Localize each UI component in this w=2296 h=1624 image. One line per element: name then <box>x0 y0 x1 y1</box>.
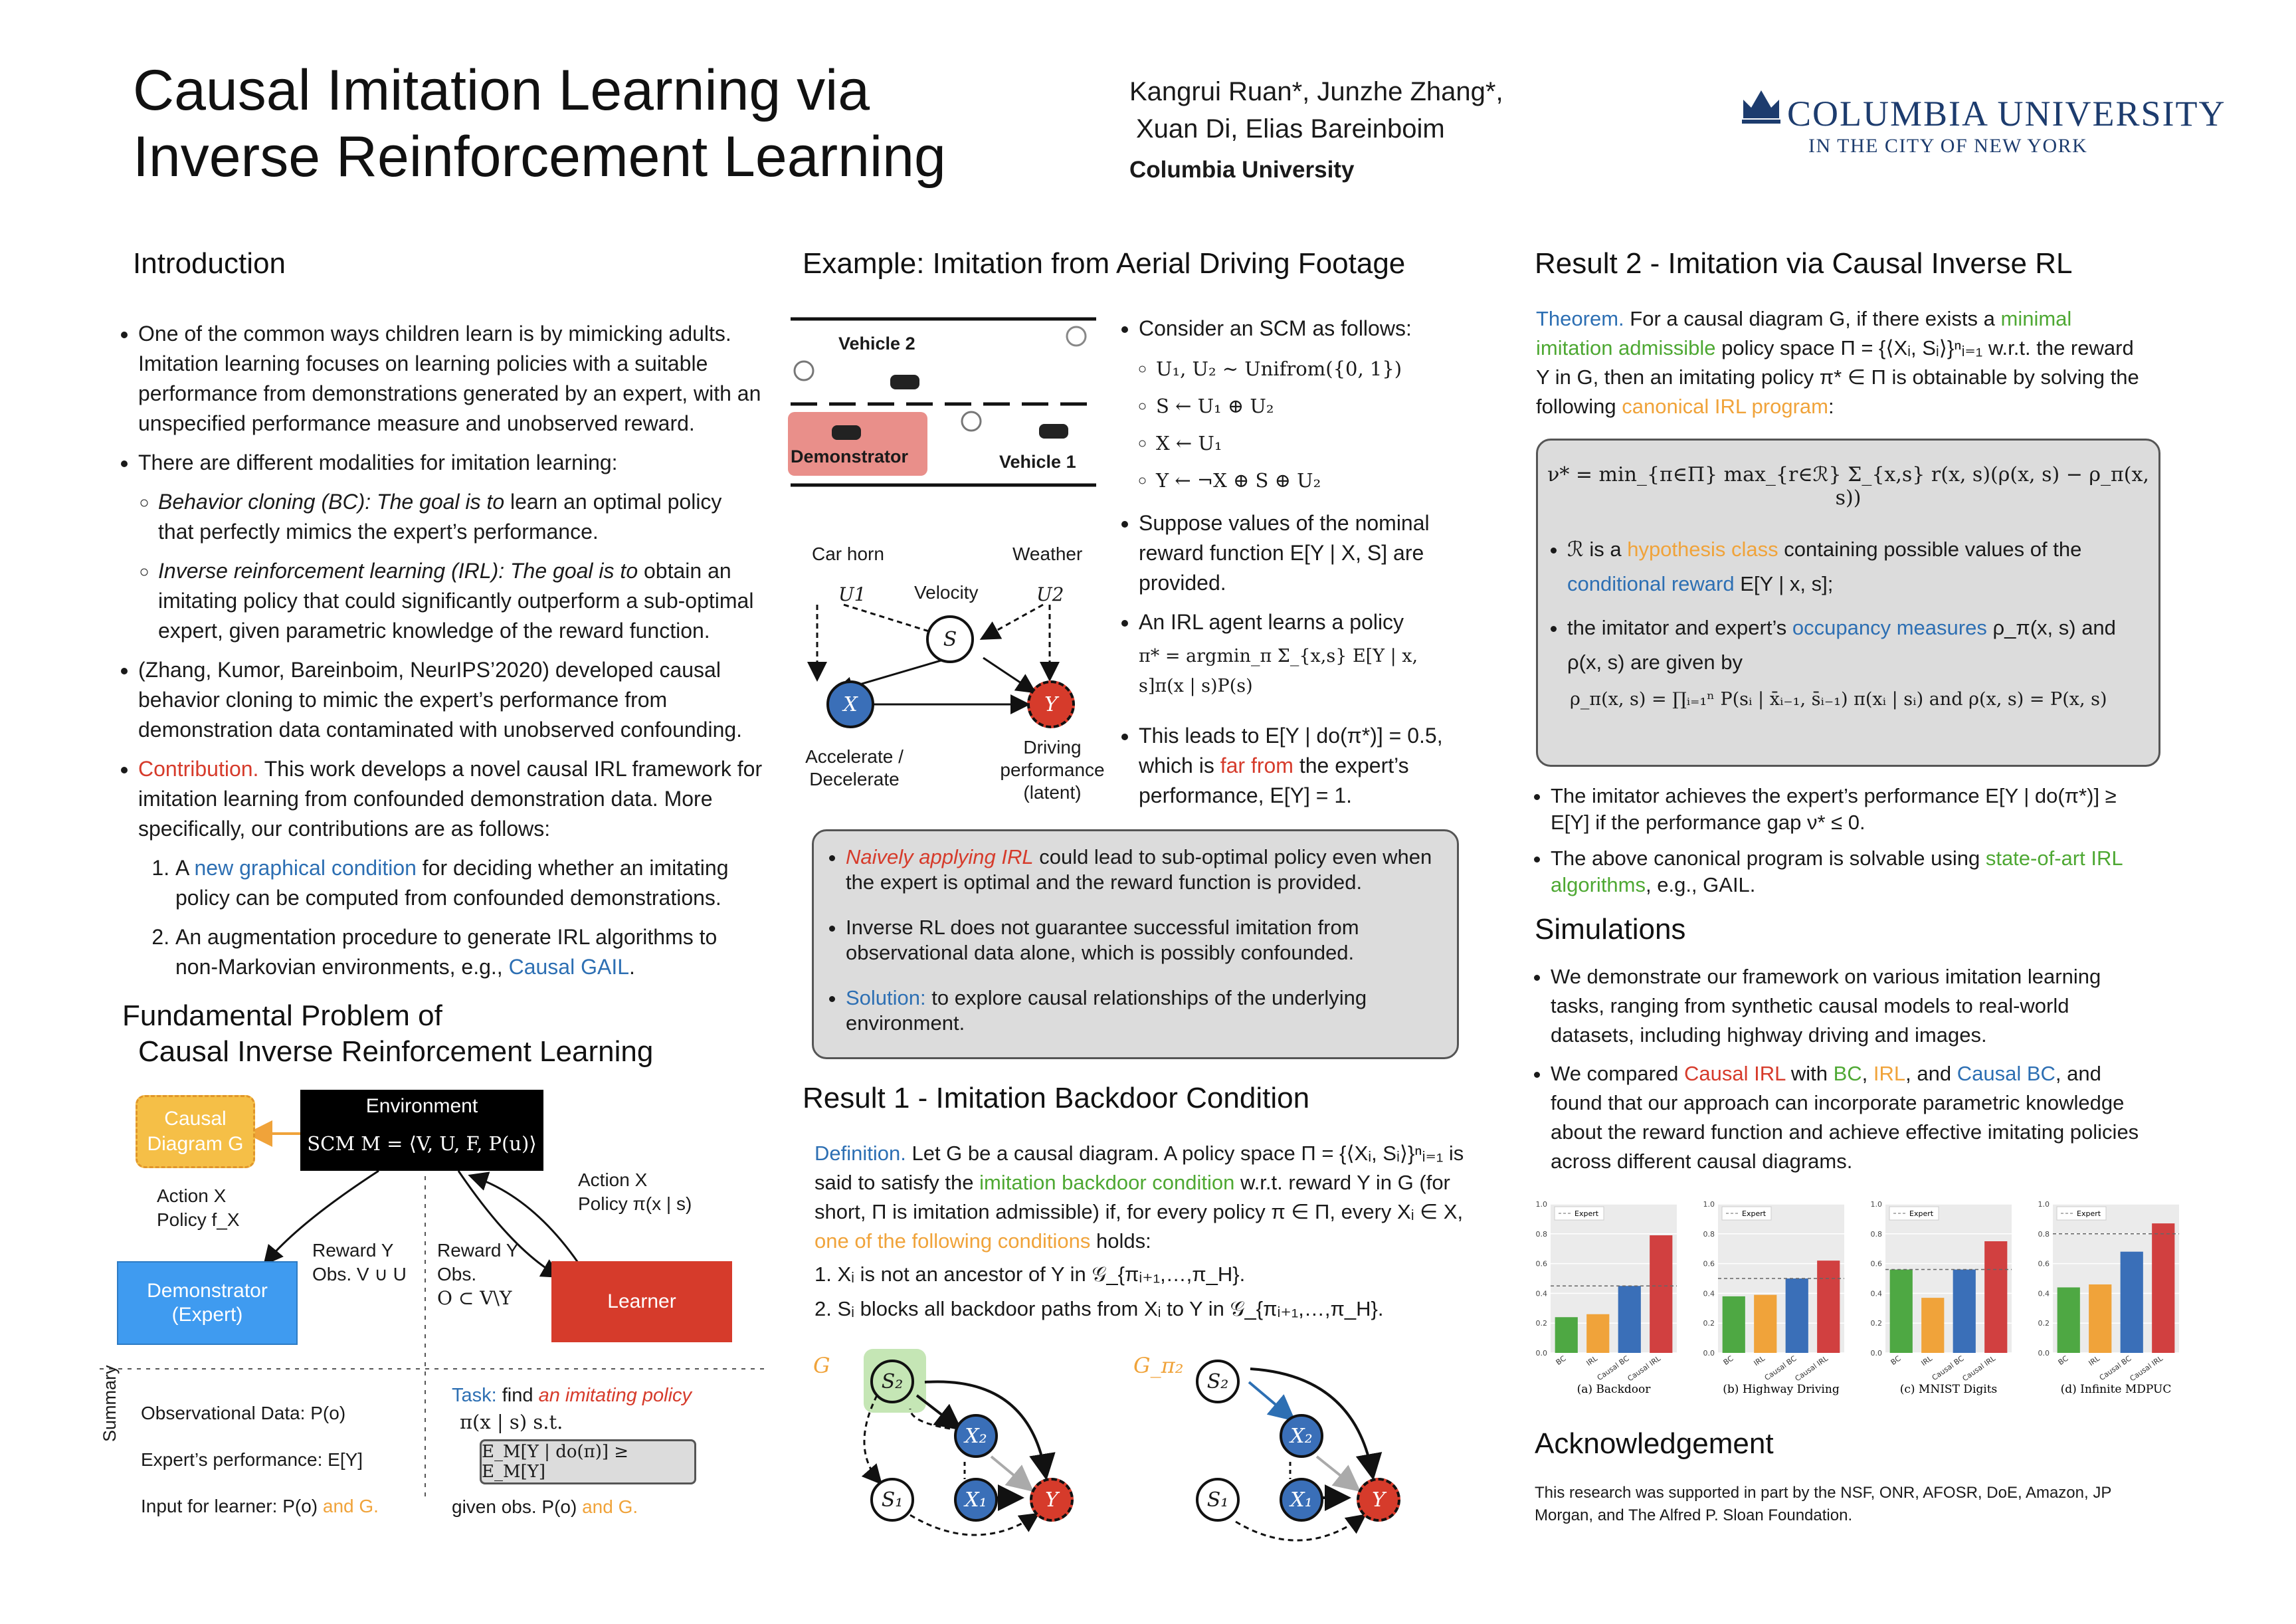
chart-caption: (b) Highway Driving <box>1723 1383 1840 1395</box>
y-tick-label: 1.0 <box>1870 1200 1882 1209</box>
x-tick-label: IRL <box>1752 1354 1767 1368</box>
node-s2: S₂ <box>870 1360 914 1403</box>
y-tick-label: 0.8 <box>1535 1229 1547 1239</box>
u1-label: U1 <box>838 583 866 605</box>
bar <box>1618 1286 1641 1353</box>
bar <box>2089 1284 2111 1353</box>
bar <box>2121 1252 2143 1353</box>
y-tick-label: 0.4 <box>1703 1289 1715 1298</box>
person-icon <box>962 412 981 431</box>
y-tick-label: 0.0 <box>1703 1349 1715 1358</box>
node-x: X <box>826 680 874 728</box>
x-tick-label: BC <box>1554 1354 1568 1368</box>
driving-performance-label: Driving performance (latent) <box>1000 737 1105 803</box>
demonstrator-box: Demonstrator (Expert) <box>117 1261 298 1345</box>
node-x2: X₂ <box>954 1414 998 1458</box>
x-tick-label: Causal IRL <box>1626 1354 1662 1383</box>
result2-heading: Result 2 - Imitation via Causal Inverse RL <box>1535 247 2073 280</box>
x-tick-label: Causal BC <box>1595 1354 1631 1383</box>
bar <box>1921 1298 1944 1353</box>
y-tick-label: 0.4 <box>1870 1289 1882 1298</box>
person-icon <box>795 361 813 380</box>
node-y: Y <box>1027 680 1075 728</box>
summary-list: Observational Data: P(o) Expert’s performance: E[Y] Input for learner: P(o) and G. <box>141 1403 379 1516</box>
y-tick-label: 0.0 <box>1535 1349 1547 1358</box>
poster-title: Causal Imitation Learning via Inverse Reinforcement Learning <box>133 58 946 189</box>
graph-gpi-label: G_π₂ <box>1133 1353 1184 1378</box>
bar <box>2057 1287 2080 1353</box>
bar <box>1723 1296 1745 1353</box>
intro-bullet: • There are different modalities for imitation learning: ◦ Behavior cloning (BC): The goal is to learn an optimal policy that perfectly mimics the expert’s performance. ◦ Inverse reinforcement learning (IRL): The goal is to obtain an imitating policy that could significantly outperform a sub-optimal expert, given parametric knowledge of the reward function. <box>138 448 763 646</box>
reward-right-label: Reward Y Obs. O ⊂ V\Y <box>437 1240 519 1309</box>
vehicle2-car-icon <box>890 375 919 389</box>
result1-definition: Definition. Let G be a causal diagram. A policy space Π = {⟨Xᵢ, Sᵢ⟩}ⁿᵢ₌₁ is said to satisfy the imitation backdoor condition w.r.t. reward Y in G (for short, Π is imitation admissible) if, for every policy π ∈ Π, every Xᵢ ∈ X, one of the following conditions holds: 1. Xᵢ is not an ancestor of Y in 𝒢_{πᵢ₊₁,…,π_H}. 2. Sᵢ blocks all backdoor paths from Xᵢ to Y in 𝒢_{πᵢ₊₁,…,π_H}. <box>814 1142 1464 1320</box>
intro-bullet: • One of the common ways children learn is by mimicking adults. Imitation learning focuses on learning policies with a suitable performance from demonstrations generated by an expert, with an unspecified performance measure and unobserved reward. <box>138 319 763 439</box>
authors: Kangrui Ruan*, Junzhe Zhang*, Xuan Di, Elias Bareinboim <box>1129 77 1503 144</box>
example-bullet: • Consider an SCM as follows: ◦ U₁, U₂ ∼ Unifrom({0, 1}) ◦ S ← U₁ ⊕ U₂ ◦ X ← U₁ ◦ Y ← ¬X ⊕ S ⊕ U₂ <box>1139 314 1468 499</box>
intro-body <box>118 319 763 991</box>
bar <box>1890 1270 1913 1353</box>
contribution-bullet: • Contribution. This work develops a novel causal IRL framework for imitation learning from confounded demonstration data. More specifically, our contributions are as follows: 1. A new graphical condition for deciding whether an imitating policy can be computed from confounded demonstrations. 2. An augmentation procedure to generate IRL algorithms to non-Markovian environments, e.g., Causal GAIL. <box>138 754 763 982</box>
chart-caption: (d) Infinite MDPUC <box>2060 1383 2172 1395</box>
y-tick-label: 1.0 <box>1703 1200 1715 1209</box>
example-bullets <box>1123 314 1468 820</box>
y-tick-label: 0.6 <box>1535 1259 1547 1269</box>
summary-label: Summary <box>100 1365 120 1442</box>
y-tick-label: 0.8 <box>1870 1229 1882 1239</box>
x-tick-label: Causal BC <box>1930 1354 1966 1383</box>
y-tick-label: 0.2 <box>1703 1319 1715 1328</box>
y-tick-label: 0.2 <box>2038 1319 2050 1328</box>
y-tick-label: 0.6 <box>1703 1259 1715 1269</box>
node-x1: X₁ <box>954 1478 998 1522</box>
irl-bullet: ◦ Inverse reinforcement learning (IRL): The goal is to obtain an imitating policy that could significantly outperform a sub-optimal expert, given parametric knowledge of the reward function. <box>158 556 763 646</box>
y-tick-label: 0.8 <box>1703 1229 1715 1239</box>
learner-box: Learner <box>551 1261 732 1342</box>
x-tick-label: IRL <box>1919 1354 1934 1368</box>
fundamental-heading: Fundamental Problem of Causal Inverse Reinforcement Learning <box>122 999 654 1068</box>
affiliation: Columbia University <box>1129 157 1355 183</box>
y-tick-label: 0.2 <box>1535 1319 1547 1328</box>
example-heading: Example: Imitation from Aerial Driving Footage <box>803 247 1406 280</box>
legend-label: Expert <box>1909 1209 1934 1218</box>
node-s: S <box>926 615 974 663</box>
x-tick-label: Causal IRL <box>1961 1354 1997 1383</box>
example-bullet: • Suppose values of the nominal reward function E[Y | X, S] are provided. <box>1139 508 1468 598</box>
velocity-label: Velocity <box>914 582 979 603</box>
bar <box>1786 1278 1808 1353</box>
result2-bullets: • The imitator achieves the expert’s performance E[Y | do(π*)] ≥ E[Y] if the performance gap ν* ≤ 0. • The above canonical program is solvable using state-of-art IRL algorithms, e.g., GAIL. <box>1531 783 2155 908</box>
contribution-item: 1. A new graphical condition for deciding whether an imitating policy can be computed from confounded demonstrations. <box>175 853 763 913</box>
x-tick-label: BC <box>1721 1354 1735 1368</box>
example-bullet: • An IRL agent learns a policy π* = argmin_π Σ_{x,s} E[Y | x, s]π(x | s)P(s) <box>1139 607 1468 701</box>
irl-program-box: ν* = min_{π∈Π} max_{r∈ℛ} Σ_{x,s} r(x, s)(ρ(x, s) − ρ_π(x, s)) • ℛ is a hypothesis class containing possible values of the conditional reward E[Y | x, s]; • the imitator and expert’s occupancy measures ρ_π(x, s) and ρ(x, s) are given by ρ_π(x, s) = ∏ᵢ₌₁ⁿ P(sᵢ | x̄ᵢ₋₁, s̄ᵢ₋₁) π(xᵢ | sᵢ) and ρ(x, s) = P(x, s) <box>1536 439 2160 767</box>
y-tick-label: 1.0 <box>1535 1200 1547 1209</box>
x-tick-label: Causal IRL <box>1793 1354 1830 1383</box>
irl-callout-box: • Naively applying IRL could lead to sub-optimal policy even when the expert is optimal and the reward function is provided. • Inverse RL does not guarantee successful imitation from observational data alone, which is possibly confounded. • Solution: to explore causal relationships of the underlying environment. <box>812 829 1459 1059</box>
intro-bullet: • (Zhang, Kumor, Bareinboim, NeurIPS’2020) developed causal behavior cloning to mimic the expert’s performance from demonstration data contaminated with unobserved confounding. <box>138 655 763 745</box>
logo-name: COLUMBIA UNIVERSITY <box>1787 94 2226 134</box>
x-tick-label: Causal BC <box>1763 1354 1798 1383</box>
bar <box>1650 1235 1672 1353</box>
x-tick-label: BC <box>2056 1354 2070 1368</box>
bar-chart <box>1528 1196 1681 1395</box>
y-tick-label: 1.0 <box>2038 1200 2050 1209</box>
acknowledgement-heading: Acknowledgement <box>1535 1427 1774 1460</box>
chart-caption: (c) MNIST Digits <box>1899 1383 1998 1395</box>
y-tick-label: 0.6 <box>2038 1259 2050 1269</box>
demonstrator-car-icon <box>832 425 861 440</box>
u2-label: U2 <box>1036 583 1064 605</box>
x-tick-label: IRL <box>2087 1354 2101 1368</box>
weather-icon <box>1067 327 1086 346</box>
node-x1: X₁ <box>1280 1478 1323 1522</box>
vehicle2-label: Vehicle 2 <box>838 334 915 354</box>
y-tick-label: 0.8 <box>2038 1229 2050 1239</box>
weather-label: Weather <box>1012 544 1083 564</box>
bar-chart <box>2030 1196 2183 1395</box>
node-x2: X₂ <box>1280 1414 1323 1458</box>
bar <box>1984 1241 2007 1353</box>
reward-left-label: Reward Y Obs. V ∪ U <box>312 1240 407 1284</box>
graph-g-label: G <box>813 1353 830 1378</box>
x-tick-label: Causal BC <box>2097 1354 2133 1383</box>
given-obs: given obs. P(o) and G. <box>452 1496 638 1517</box>
causal-diagram-box: Causal Diagram G <box>136 1095 255 1168</box>
simulations-heading: Simulations <box>1535 913 1686 946</box>
intro-heading: Introduction <box>133 247 286 280</box>
y-tick-label: 0.0 <box>1870 1349 1882 1358</box>
bar <box>1754 1295 1776 1353</box>
result2-theorem: Theorem. For a causal diagram G, if there exists a minimal imitation admissible policy space Π = {⟨Xᵢ, Sᵢ⟩}ⁿᵢ₌₁ w.r.t. the reward Y in G, then an imitating policy π* ∈ Π is obtainable by solving the following canonical IRL program: <box>1536 307 2139 418</box>
y-tick-label: 0.0 <box>2038 1349 2050 1358</box>
bc-bullet: ◦ Behavior cloning (BC): The goal is to learn an optimal policy that perfectly mimics the expert’s performance. <box>158 487 763 547</box>
environment-box: Environment SCM M = ⟨V, U, F, P(u)⟩ <box>300 1090 543 1171</box>
example-bullet: • This leads to E[Y | do(π*)] = 0.5, which is far from the expert’s performance, E[Y] = 1. <box>1139 721 1468 811</box>
node-y: Y <box>1357 1478 1400 1522</box>
legend-label: Expert <box>2077 1209 2101 1218</box>
bar <box>2152 1223 2174 1353</box>
crown-icon <box>1741 85 1782 125</box>
x-tick-label: BC <box>1889 1354 1903 1368</box>
accelerate-label: Accelerate / Decelerate <box>805 746 904 789</box>
bar <box>1817 1261 1840 1353</box>
y-tick-label: 0.4 <box>2038 1289 2050 1298</box>
x-tick-label: Causal IRL <box>2128 1354 2164 1383</box>
legend-label: Expert <box>1575 1209 1599 1218</box>
vehicle1-label: Vehicle 1 <box>999 452 1076 472</box>
task-block: Task: find an imitating policy π(x | s) s.t. <box>452 1385 692 1433</box>
action-right-label: Action X Policy π(x | s) <box>578 1169 692 1214</box>
car-horn-label: Car horn <box>812 544 884 564</box>
vehicle1-car-icon <box>1039 424 1068 439</box>
node-s1: S₁ <box>1196 1478 1240 1522</box>
simulation-charts <box>1528 1196 2199 1415</box>
node-s2: S₂ <box>1196 1360 1240 1403</box>
result1-heading: Result 1 - Imitation Backdoor Condition <box>803 1082 1310 1114</box>
y-tick-label: 0.2 <box>1870 1319 1882 1328</box>
bar <box>1555 1317 1578 1353</box>
legend-label: Expert <box>1742 1209 1767 1218</box>
bar-chart <box>1863 1196 2016 1395</box>
bar <box>1953 1270 1976 1353</box>
simulations-bullets: • We demonstrate our framework on various imitation learning tasks, ranging from synthetic causal models to real-world datasets, including highway driving and images. • We compared Causal IRL with BC, IRL, and Causal BC, and found that our approach can incorporate parametric knowledge about the reward function and achieve effective imitating policies across different causal diagrams. <box>1531 962 2155 1185</box>
logo-subtitle: IN THE CITY OF NEW YORK <box>1808 135 2088 157</box>
y-tick-label: 0.6 <box>1870 1259 1882 1269</box>
y-tick-label: 0.4 <box>1535 1289 1547 1298</box>
action-left-label: Action X Policy f_X <box>157 1185 240 1230</box>
contribution-item: 2. An augmentation procedure to generate IRL algorithms to non-Markovian environments, e.g., Causal GAIL. <box>175 922 763 982</box>
acknowledgement-text: This research was supported in part by the NSF, ONR, AFOSR, DoE, Amazon, JP Morgan, and The Alfred P. Sloan Foundation. <box>1535 1484 2111 1524</box>
bar-chart <box>1695 1196 1848 1395</box>
task-equation: E_M[Y | do(π)] ≥ E_M[Y] <box>480 1439 696 1484</box>
node-s1: S₁ <box>870 1478 914 1522</box>
node-y: Y <box>1030 1478 1074 1522</box>
demonstrator-label: Demonstrator <box>791 447 909 466</box>
x-tick-label: IRL <box>1584 1354 1599 1368</box>
bar <box>1586 1314 1609 1353</box>
chart-caption: (a) Backdoor <box>1577 1383 1651 1395</box>
